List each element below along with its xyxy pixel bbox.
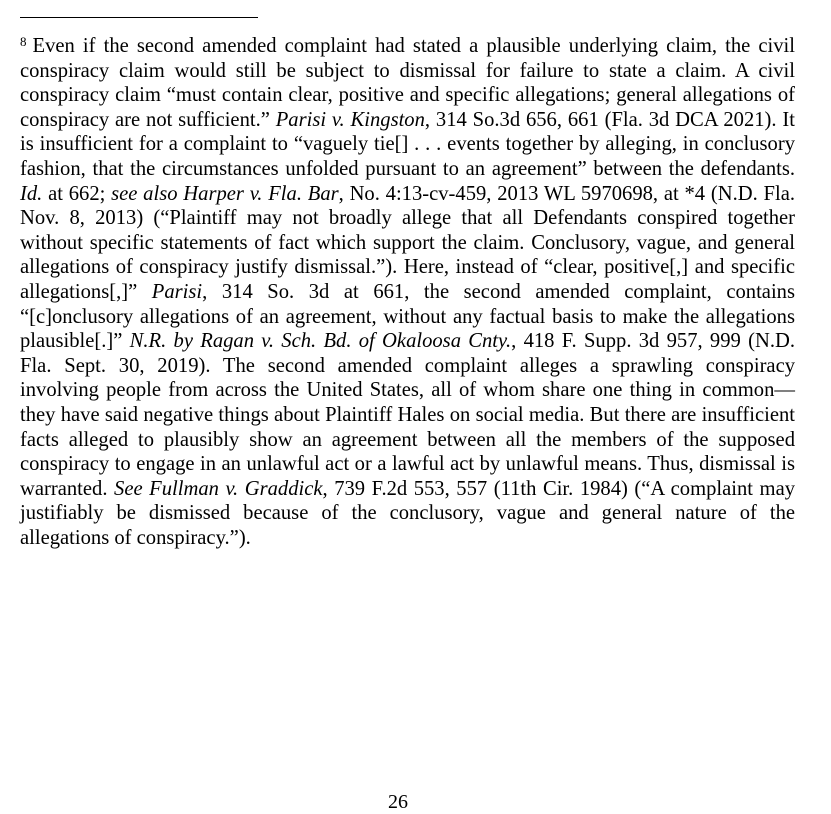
footnote-text-3: at 662;: [42, 182, 112, 205]
page-number: 26: [388, 791, 408, 813]
citation-nr-by-ragan: N.R. by Ragan v. Sch. Bd. of Okaloosa Cnty.: [129, 330, 512, 353]
footnote-marker: 8: [20, 34, 27, 49]
footnote-text-5: , 314 So. 3d at 661, the second amended complaint, contains “[c]onclusory allegations of an agreement, without any factual basis to make the allegations plausible[.]”: [20, 280, 795, 353]
footnote-text-4: , No. 4:13-cv-459, 2013 WL 5970698, at *4 (N.D. Fla. Nov. 8, 2013) (“Plaintiff may not broadly allege that all Defendants conspired together without specific statements of fact which support the claim. Conclusory, vague, and general allegations of conspiracy justify dismissal.”). Here, instead of “clear, positive[,] and specific allegations[,]”: [20, 182, 795, 303]
footnote-text-7: , 739 F.2d 553, 557 (11th Cir. 1984) (“A complaint may justifiably be dismissed because of the conclusory, vague and general nature of the allegations of conspiracy.”).: [20, 477, 796, 549]
footnote-8: [20, 34, 795, 550]
footnote-text-2: , 314 So.3d 656, 661 (Fla. 3d DCA 2021). It is insufficient for a complaint to “vaguely tie[] . . . events together by alleging, in conclusory fashion, that the circumstances unfolded pursuant to an agreement” between the defendants.: [20, 108, 795, 180]
citation-parisi-v-kingston: Parisi v. Kingston: [275, 108, 425, 131]
citation-fullman-v-graddick: See Fullman v. Graddick: [114, 477, 323, 500]
footnote-separator-rule: [20, 17, 258, 18]
footnote-text-1: Even if the second amended complaint had stated a plausible underlying claim, the civil conspiracy claim would still be subject to dismissal for failure to state a claim. A civil conspiracy claim “must contain clear, positive and specific allegations; general allegations of conspiracy are not sufficient.”: [20, 35, 795, 131]
footnote-text-6: , 418 F. Supp. 3d 957, 999 (N.D. Fla. Sept. 30, 2019). The second amended complaint alleges a sprawling conspiracy involving people from across the United States, all of whom share one thing in common—they have said negative things about Plaintiff Hales on social media. But there are insufficient facts alleged to plausibly show an agreement between all the members of the supposed conspiracy to engage in an unlawful act or a lawful act by unlawful means. Thus, dismissal is warranted.: [20, 330, 795, 500]
citation-harper-v-fla-bar: see also Harper v. Fla. Bar: [111, 182, 339, 205]
citation-id: Id.: [20, 182, 43, 205]
citation-parisi: Parisi: [151, 280, 203, 303]
